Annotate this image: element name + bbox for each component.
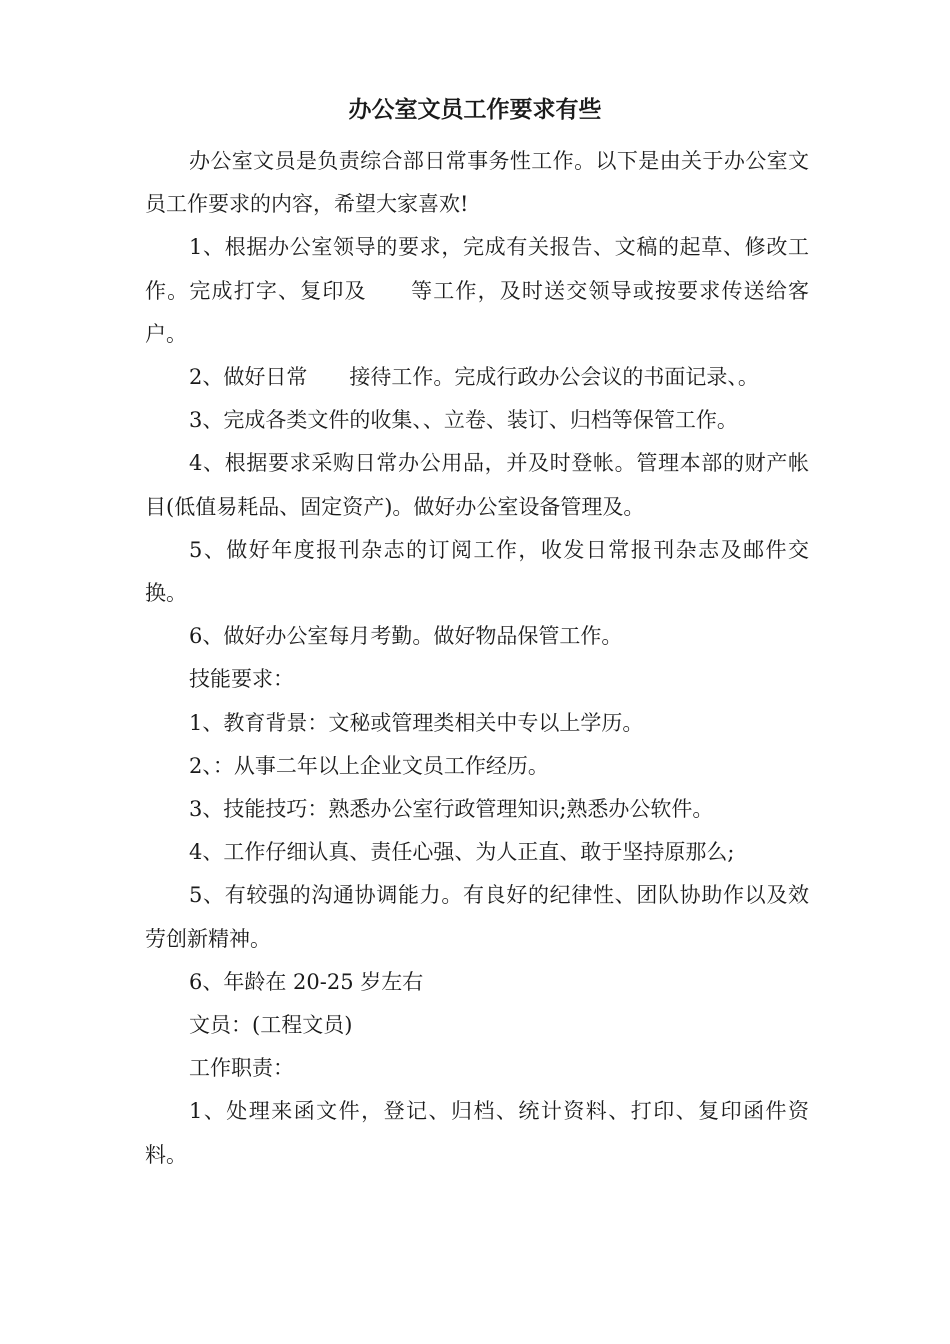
document-title: 办公室文员工作要求有些 (348, 96, 602, 123)
paragraph-duty-4: 4、根据要求采购日常办公用品，并及时登帐。管理本部的财产帐目(低值易耗品、固定资产)。做好办公室设备管理及。 (145, 451, 809, 519)
section-heading-skills: 技能要求： (189, 667, 294, 692)
paragraph-duty-1: 1、根据办公室领导的要求，完成有关报告、文稿的起草、修改工作。完成打字、复印及 等工作，及时送交领导或按要求传送给客户。 (145, 235, 809, 346)
paragraph-duty-2: 2、做好日常 接待工作。完成行政办公会议的书面记录、。 (189, 365, 759, 390)
paragraph-duty-5: 5、做好年度报刊杂志的订阅工作，收发日常报刊杂志及邮件交换。 (145, 537, 809, 606)
paragraph-duty-3: 3、完成各类文件的收集、、立卷、装订、归档等保管工作。 (189, 408, 738, 433)
document-body (145, 140, 809, 1177)
paragraph-skill-1: 1、教育背景：文秘或管理类相关中专以上学历。 (189, 710, 644, 735)
paragraph-skill-6: 6、年龄在 20-25 岁左右 (189, 969, 424, 994)
paragraph-duty-6: 6、做好办公室每月考勤。做好物品保管工作。 (189, 624, 623, 649)
section-heading-project-clerk: 文员：(工程文员) (189, 1013, 353, 1038)
paragraph-responsibility-1: 1、处理来函文件，登记、归档、统计资料、打印、复印函件资料。 (145, 1099, 809, 1167)
paragraph-skill-3: 3、技能技巧：熟悉办公室行政管理知识;熟悉办公软件。 (189, 797, 714, 822)
paragraph-skill-2: 2、：从事二年以上企业文员工作经历。 (189, 753, 549, 778)
section-heading-responsibilities: 工作职责： (189, 1056, 294, 1081)
paragraph-skill-5: 5、有较强的沟通协调能力。有良好的纪律性、团队协助作以及效劳创新精神。 (145, 883, 809, 951)
paragraph-skill-4: 4、工作仔细认真、责任心强、为人正直、敢于坚持原那么; (189, 840, 735, 865)
paragraph-intro: 办公室文员是负责综合部日常事务性工作。以下是由关于办公室文员工作要求的内容，希望大家喜欢! (145, 149, 809, 217)
